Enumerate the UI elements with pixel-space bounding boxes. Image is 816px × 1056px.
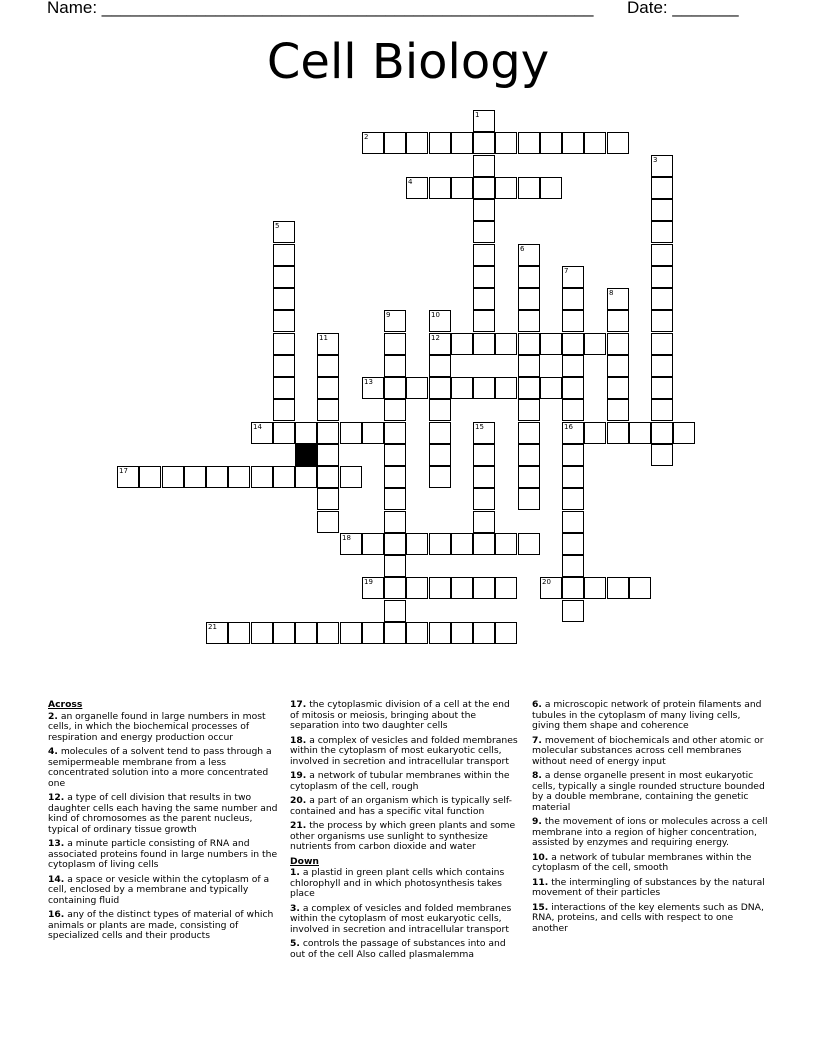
grid-cell[interactable] bbox=[495, 132, 517, 154]
grid-block bbox=[295, 444, 317, 466]
clue-across-18: 18. a complex of vesicles and folded membranes within the cytoplasm of most eukaryotic cells, involved in secretion and intracellular transport bbox=[290, 734, 518, 767]
clue-down-15: 15. interactions of the key elements such as DNA, RNA, proteins, and cells with respect to one another bbox=[532, 901, 764, 934]
grid-cell[interactable] bbox=[429, 377, 451, 399]
grid-cell[interactable] bbox=[273, 355, 295, 377]
grid-cell[interactable] bbox=[562, 377, 584, 399]
clue-across-12: 12. a type of cell division that results in two daughter cells each having the same number and kind of chromosomes as the parent nucleus, typical of ordinary tissue growth bbox=[48, 792, 278, 835]
grid-cell[interactable] bbox=[607, 288, 629, 310]
clue-number: 19 bbox=[364, 578, 373, 586]
grid-cell[interactable] bbox=[518, 310, 540, 332]
grid-cell[interactable] bbox=[651, 221, 673, 243]
grid-cell[interactable] bbox=[651, 333, 673, 355]
clue-across-16: 16. any of the distinct types of material of which animals or plants are made, consisting of specialized cells and their products bbox=[48, 909, 274, 941]
grid-cell[interactable] bbox=[562, 444, 584, 466]
clue-number: 13 bbox=[364, 378, 373, 386]
grid-cell[interactable] bbox=[651, 244, 673, 266]
grid-cell[interactable] bbox=[518, 333, 540, 355]
grid-cell[interactable] bbox=[518, 355, 540, 377]
grid-cell[interactable] bbox=[429, 355, 451, 377]
grid-cell[interactable] bbox=[206, 466, 228, 488]
clue-down-9: 9. the movement of ions or molecules across a cell membrane into a region of higher concentration, assisted by enzymes and requiring energy. bbox=[532, 816, 768, 848]
grid-cell[interactable] bbox=[518, 488, 540, 510]
grid-cell[interactable] bbox=[562, 266, 584, 288]
grid-cell[interactable] bbox=[362, 132, 384, 154]
grid-cell[interactable] bbox=[473, 444, 495, 466]
grid-cell[interactable] bbox=[651, 377, 673, 399]
grid-cell[interactable] bbox=[273, 422, 295, 444]
grid-cell[interactable] bbox=[584, 422, 606, 444]
grid-cell[interactable] bbox=[429, 177, 451, 199]
grid-cell[interactable] bbox=[562, 333, 584, 355]
grid-cell[interactable] bbox=[495, 533, 517, 555]
grid-cell[interactable] bbox=[273, 622, 295, 644]
grid-cell[interactable] bbox=[562, 488, 584, 510]
grid-cell[interactable] bbox=[473, 466, 495, 488]
clue-number: 2 bbox=[364, 133, 369, 141]
grid-cell[interactable] bbox=[317, 422, 339, 444]
grid-cell[interactable] bbox=[473, 266, 495, 288]
clues-column-3 bbox=[532, 700, 768, 938]
clue-across-13: 13. a minute particle consisting of RNA and associated proteins found in large numbers in the cytoplasm of living cells bbox=[48, 838, 278, 870]
grid-cell[interactable] bbox=[562, 511, 584, 533]
grid-cell[interactable] bbox=[495, 333, 517, 355]
clues-column-1 bbox=[48, 700, 278, 946]
grid-cell[interactable] bbox=[562, 399, 584, 421]
grid-cell[interactable] bbox=[473, 488, 495, 510]
grid-cell[interactable] bbox=[584, 577, 606, 599]
clue-down-6: 6. a microscopic network of protein filaments and tubules in the cytoplasm of many living cells, giving them shape and coherence bbox=[532, 699, 762, 731]
clues-column-2 bbox=[290, 700, 520, 964]
grid-cell[interactable] bbox=[295, 622, 317, 644]
across-heading: Across bbox=[48, 699, 83, 710]
grid-cell[interactable] bbox=[451, 177, 473, 199]
grid-cell[interactable] bbox=[651, 288, 673, 310]
grid-cell[interactable] bbox=[384, 466, 406, 488]
grid-cell[interactable] bbox=[273, 266, 295, 288]
grid-cell[interactable] bbox=[562, 355, 584, 377]
grid-cell[interactable] bbox=[473, 199, 495, 221]
grid-cell[interactable] bbox=[317, 333, 339, 355]
grid-cell[interactable] bbox=[651, 399, 673, 421]
grid-cell[interactable] bbox=[384, 600, 406, 622]
grid-cell[interactable] bbox=[473, 288, 495, 310]
grid-cell[interactable] bbox=[473, 155, 495, 177]
clue-across-4: 4. molecules of a solvent tend to pass through a semipermeable membrane from a less concentrated solution into a more concentrated one bbox=[48, 746, 272, 789]
clue-number: 17 bbox=[119, 467, 128, 475]
grid-cell[interactable] bbox=[607, 333, 629, 355]
grid-cell[interactable] bbox=[429, 422, 451, 444]
grid-cell[interactable] bbox=[273, 466, 295, 488]
grid-cell[interactable] bbox=[495, 177, 517, 199]
grid-cell[interactable] bbox=[429, 533, 451, 555]
clue-down-7: 7. movement of biochemicals and other atomic or molecular substances across cell membranes without need of energy input bbox=[532, 734, 764, 767]
grid-cell[interactable] bbox=[473, 110, 495, 132]
clue-number: 11 bbox=[319, 334, 328, 342]
grid-cell[interactable] bbox=[473, 132, 495, 154]
grid-cell[interactable] bbox=[629, 577, 651, 599]
grid-cell[interactable] bbox=[429, 132, 451, 154]
grid-cell[interactable] bbox=[540, 333, 562, 355]
clue-down-3: 3. a complex of vesicles and folded membranes within the cytoplasm of most eukaryotic cells, involved in secretion and intracellular transport bbox=[290, 902, 512, 935]
grid-cell[interactable] bbox=[673, 422, 695, 444]
grid-cell[interactable] bbox=[651, 422, 673, 444]
grid-cell[interactable] bbox=[317, 511, 339, 533]
grid-cell[interactable] bbox=[584, 132, 606, 154]
clue-number: 6 bbox=[520, 245, 525, 253]
grid-cell[interactable] bbox=[384, 132, 406, 154]
grid-cell[interactable] bbox=[406, 132, 428, 154]
grid-cell[interactable] bbox=[540, 377, 562, 399]
grid-cell[interactable] bbox=[473, 511, 495, 533]
grid-cell[interactable] bbox=[317, 488, 339, 510]
grid-cell[interactable] bbox=[473, 422, 495, 444]
grid-cell[interactable] bbox=[562, 600, 584, 622]
clue-across-21: 21. the process by which green plants and some other organisms use sunlight to synthesize nutrients from carbon dioxide and water bbox=[290, 820, 516, 852]
grid-cell[interactable] bbox=[607, 355, 629, 377]
grid-cell[interactable] bbox=[540, 577, 562, 599]
grid-cell[interactable] bbox=[562, 555, 584, 577]
grid-cell[interactable] bbox=[317, 355, 339, 377]
grid-cell[interactable] bbox=[251, 422, 273, 444]
clue-number: 16 bbox=[564, 423, 573, 431]
grid-cell[interactable] bbox=[384, 577, 406, 599]
clue-number: 18 bbox=[342, 534, 351, 542]
grid-cell[interactable] bbox=[384, 355, 406, 377]
grid-cell[interactable] bbox=[384, 377, 406, 399]
grid-cell[interactable] bbox=[607, 377, 629, 399]
grid-cell[interactable] bbox=[651, 310, 673, 332]
grid-cell[interactable] bbox=[273, 244, 295, 266]
clue-number: 10 bbox=[431, 311, 440, 319]
clue-number: 9 bbox=[386, 311, 391, 319]
grid-cell[interactable] bbox=[384, 533, 406, 555]
grid-cell[interactable] bbox=[495, 377, 517, 399]
grid-cell[interactable] bbox=[273, 377, 295, 399]
grid-cell[interactable] bbox=[406, 622, 428, 644]
name-line[interactable]: ____________________________________________________ bbox=[101, 0, 594, 17]
grid-cell[interactable] bbox=[384, 310, 406, 332]
grid-cell[interactable] bbox=[562, 132, 584, 154]
grid-cell[interactable] bbox=[429, 577, 451, 599]
clue-number: 12 bbox=[431, 334, 440, 342]
grid-cell[interactable] bbox=[273, 333, 295, 355]
grid-cell[interactable] bbox=[495, 622, 517, 644]
grid-cell[interactable] bbox=[184, 466, 206, 488]
grid-cell[interactable] bbox=[518, 177, 540, 199]
grid-cell[interactable] bbox=[406, 577, 428, 599]
grid-cell[interactable] bbox=[429, 399, 451, 421]
grid-cell[interactable] bbox=[518, 244, 540, 266]
grid-cell[interactable] bbox=[362, 422, 384, 444]
grid-cell[interactable] bbox=[384, 399, 406, 421]
grid-cell[interactable] bbox=[562, 288, 584, 310]
grid-cell[interactable] bbox=[473, 177, 495, 199]
grid-cell[interactable] bbox=[629, 422, 651, 444]
grid-cell[interactable] bbox=[495, 577, 517, 599]
grid-cell[interactable] bbox=[651, 177, 673, 199]
clue-down-8: 8. a dense organelle present in most eukaryotic cells, typically a single rounded structure bounded by a double membrane, containing the genetic material bbox=[532, 770, 765, 813]
grid-cell[interactable] bbox=[384, 444, 406, 466]
grid-cell[interactable] bbox=[429, 444, 451, 466]
clue-across-2: 2. an organelle found in large numbers in most cells, in which the biochemical processes of respiration and energy production occur bbox=[48, 710, 266, 743]
grid-cell[interactable] bbox=[473, 310, 495, 332]
grid-cell[interactable] bbox=[228, 466, 250, 488]
clue-across-17: 17. the cytoplasmic division of a cell at the end of mitosis or meiosis, bringing about the separation into two daughter cells bbox=[290, 699, 510, 731]
grid-cell[interactable] bbox=[273, 221, 295, 243]
grid-cell[interactable] bbox=[295, 422, 317, 444]
grid-cell[interactable] bbox=[406, 377, 428, 399]
grid-cell[interactable] bbox=[518, 466, 540, 488]
grid-cell[interactable] bbox=[651, 355, 673, 377]
clue-number: 14 bbox=[253, 423, 262, 431]
grid-cell[interactable] bbox=[518, 288, 540, 310]
grid-cell[interactable] bbox=[317, 622, 339, 644]
grid-cell[interactable] bbox=[518, 266, 540, 288]
grid-cell[interactable] bbox=[651, 199, 673, 221]
grid-cell[interactable] bbox=[429, 310, 451, 332]
grid-cell[interactable] bbox=[607, 399, 629, 421]
grid-cell[interactable] bbox=[162, 466, 184, 488]
date-line[interactable]: _______ bbox=[672, 0, 739, 17]
grid-cell[interactable] bbox=[273, 310, 295, 332]
down-heading: Down bbox=[290, 855, 319, 867]
grid-cell[interactable] bbox=[473, 333, 495, 355]
grid-cell[interactable] bbox=[429, 333, 451, 355]
clue-down-5: 5. controls the passage of substances into and out of the cell Also called plasmalemma bbox=[290, 938, 506, 960]
grid-cell[interactable] bbox=[340, 622, 362, 644]
grid-cell[interactable] bbox=[340, 422, 362, 444]
grid-cell[interactable] bbox=[451, 533, 473, 555]
grid-cell[interactable] bbox=[384, 555, 406, 577]
clue-down-11: 11. the intermingling of substances by the natural movement of their particles bbox=[532, 876, 765, 898]
grid-cell[interactable] bbox=[206, 622, 228, 644]
grid-cell[interactable] bbox=[251, 466, 273, 488]
grid-cell[interactable] bbox=[540, 177, 562, 199]
grid-cell[interactable] bbox=[518, 399, 540, 421]
clue-number: 1 bbox=[475, 111, 480, 119]
grid-cell[interactable] bbox=[273, 399, 295, 421]
grid-cell[interactable] bbox=[117, 466, 139, 488]
grid-cell[interactable] bbox=[429, 622, 451, 644]
grid-cell[interactable] bbox=[562, 577, 584, 599]
grid-cell[interactable] bbox=[317, 399, 339, 421]
grid-cell[interactable] bbox=[651, 155, 673, 177]
grid-cell[interactable] bbox=[429, 466, 451, 488]
grid-cell[interactable] bbox=[518, 377, 540, 399]
clue-number: 3 bbox=[653, 156, 658, 164]
grid-cell[interactable] bbox=[317, 377, 339, 399]
clue-number: 7 bbox=[564, 267, 569, 275]
grid-cell[interactable] bbox=[139, 466, 161, 488]
grid-cell[interactable] bbox=[406, 177, 428, 199]
grid-cell[interactable] bbox=[317, 444, 339, 466]
grid-cell[interactable] bbox=[607, 577, 629, 599]
grid-cell[interactable] bbox=[295, 466, 317, 488]
grid-cell[interactable] bbox=[340, 466, 362, 488]
grid-cell[interactable] bbox=[562, 533, 584, 555]
grid-cell[interactable] bbox=[340, 533, 362, 555]
grid-cell[interactable] bbox=[473, 622, 495, 644]
grid-cell[interactable] bbox=[518, 422, 540, 444]
grid-cell[interactable] bbox=[607, 310, 629, 332]
clue-across-14: 14. a space or vesicle within the cytoplasm of a cell, enclosed by a membrane and typically containing fluid bbox=[48, 873, 270, 906]
grid-cell[interactable] bbox=[384, 333, 406, 355]
grid-cell[interactable] bbox=[518, 444, 540, 466]
grid-cell[interactable] bbox=[451, 622, 473, 644]
grid-cell[interactable] bbox=[362, 577, 384, 599]
grid-cell[interactable] bbox=[518, 132, 540, 154]
grid-cell[interactable] bbox=[473, 244, 495, 266]
name-label: Name: bbox=[47, 0, 102, 17]
grid-cell[interactable] bbox=[362, 622, 384, 644]
grid-cell[interactable] bbox=[473, 221, 495, 243]
grid-cell[interactable] bbox=[584, 333, 606, 355]
grid-cell[interactable] bbox=[384, 622, 406, 644]
grid-cell[interactable] bbox=[562, 466, 584, 488]
clue-number: 15 bbox=[475, 423, 484, 431]
grid-cell[interactable] bbox=[518, 533, 540, 555]
grid-cell[interactable] bbox=[651, 444, 673, 466]
grid-cell[interactable] bbox=[473, 577, 495, 599]
grid-cell[interactable] bbox=[273, 288, 295, 310]
grid-cell[interactable] bbox=[384, 488, 406, 510]
date-label: Date: bbox=[627, 0, 673, 17]
grid-cell[interactable] bbox=[473, 377, 495, 399]
grid-cell[interactable] bbox=[406, 533, 428, 555]
grid-cell[interactable] bbox=[384, 422, 406, 444]
clue-down-10: 10. a network of tubular membranes within the cytoplasm of the cell, smooth bbox=[532, 851, 752, 873]
grid-cell[interactable] bbox=[562, 310, 584, 332]
grid-cell[interactable] bbox=[451, 132, 473, 154]
clue-number: 4 bbox=[408, 178, 413, 186]
page-title: Cell Biology bbox=[266, 34, 550, 90]
grid-cell[interactable] bbox=[451, 377, 473, 399]
grid-cell[interactable] bbox=[451, 333, 473, 355]
grid-cell[interactable] bbox=[562, 422, 584, 444]
clue-number: 21 bbox=[208, 623, 217, 631]
grid-cell[interactable] bbox=[651, 266, 673, 288]
grid-cell[interactable] bbox=[228, 622, 250, 644]
grid-cell[interactable] bbox=[317, 466, 339, 488]
grid-cell[interactable] bbox=[607, 422, 629, 444]
grid-cell[interactable] bbox=[362, 533, 384, 555]
grid-cell[interactable] bbox=[607, 132, 629, 154]
clue-down-1: 1. a plastid in green plant cells which contains chlorophyll and in which photosynthesis takes place bbox=[290, 867, 505, 899]
grid-cell[interactable] bbox=[473, 533, 495, 555]
clue-across-19: 19. a network of tubular membranes within the cytoplasm of the cell, rough bbox=[290, 770, 510, 792]
grid-cell[interactable] bbox=[540, 132, 562, 154]
clue-number: 20 bbox=[542, 578, 551, 586]
clue-across-20: 20. a part of an organism which is typically self-contained and has a specific vital function bbox=[290, 795, 512, 817]
grid-cell[interactable] bbox=[384, 511, 406, 533]
grid-cell[interactable] bbox=[251, 622, 273, 644]
grid-cell[interactable] bbox=[362, 377, 384, 399]
clue-number: 5 bbox=[275, 222, 280, 230]
grid-cell[interactable] bbox=[451, 577, 473, 599]
clue-number: 8 bbox=[609, 289, 614, 297]
